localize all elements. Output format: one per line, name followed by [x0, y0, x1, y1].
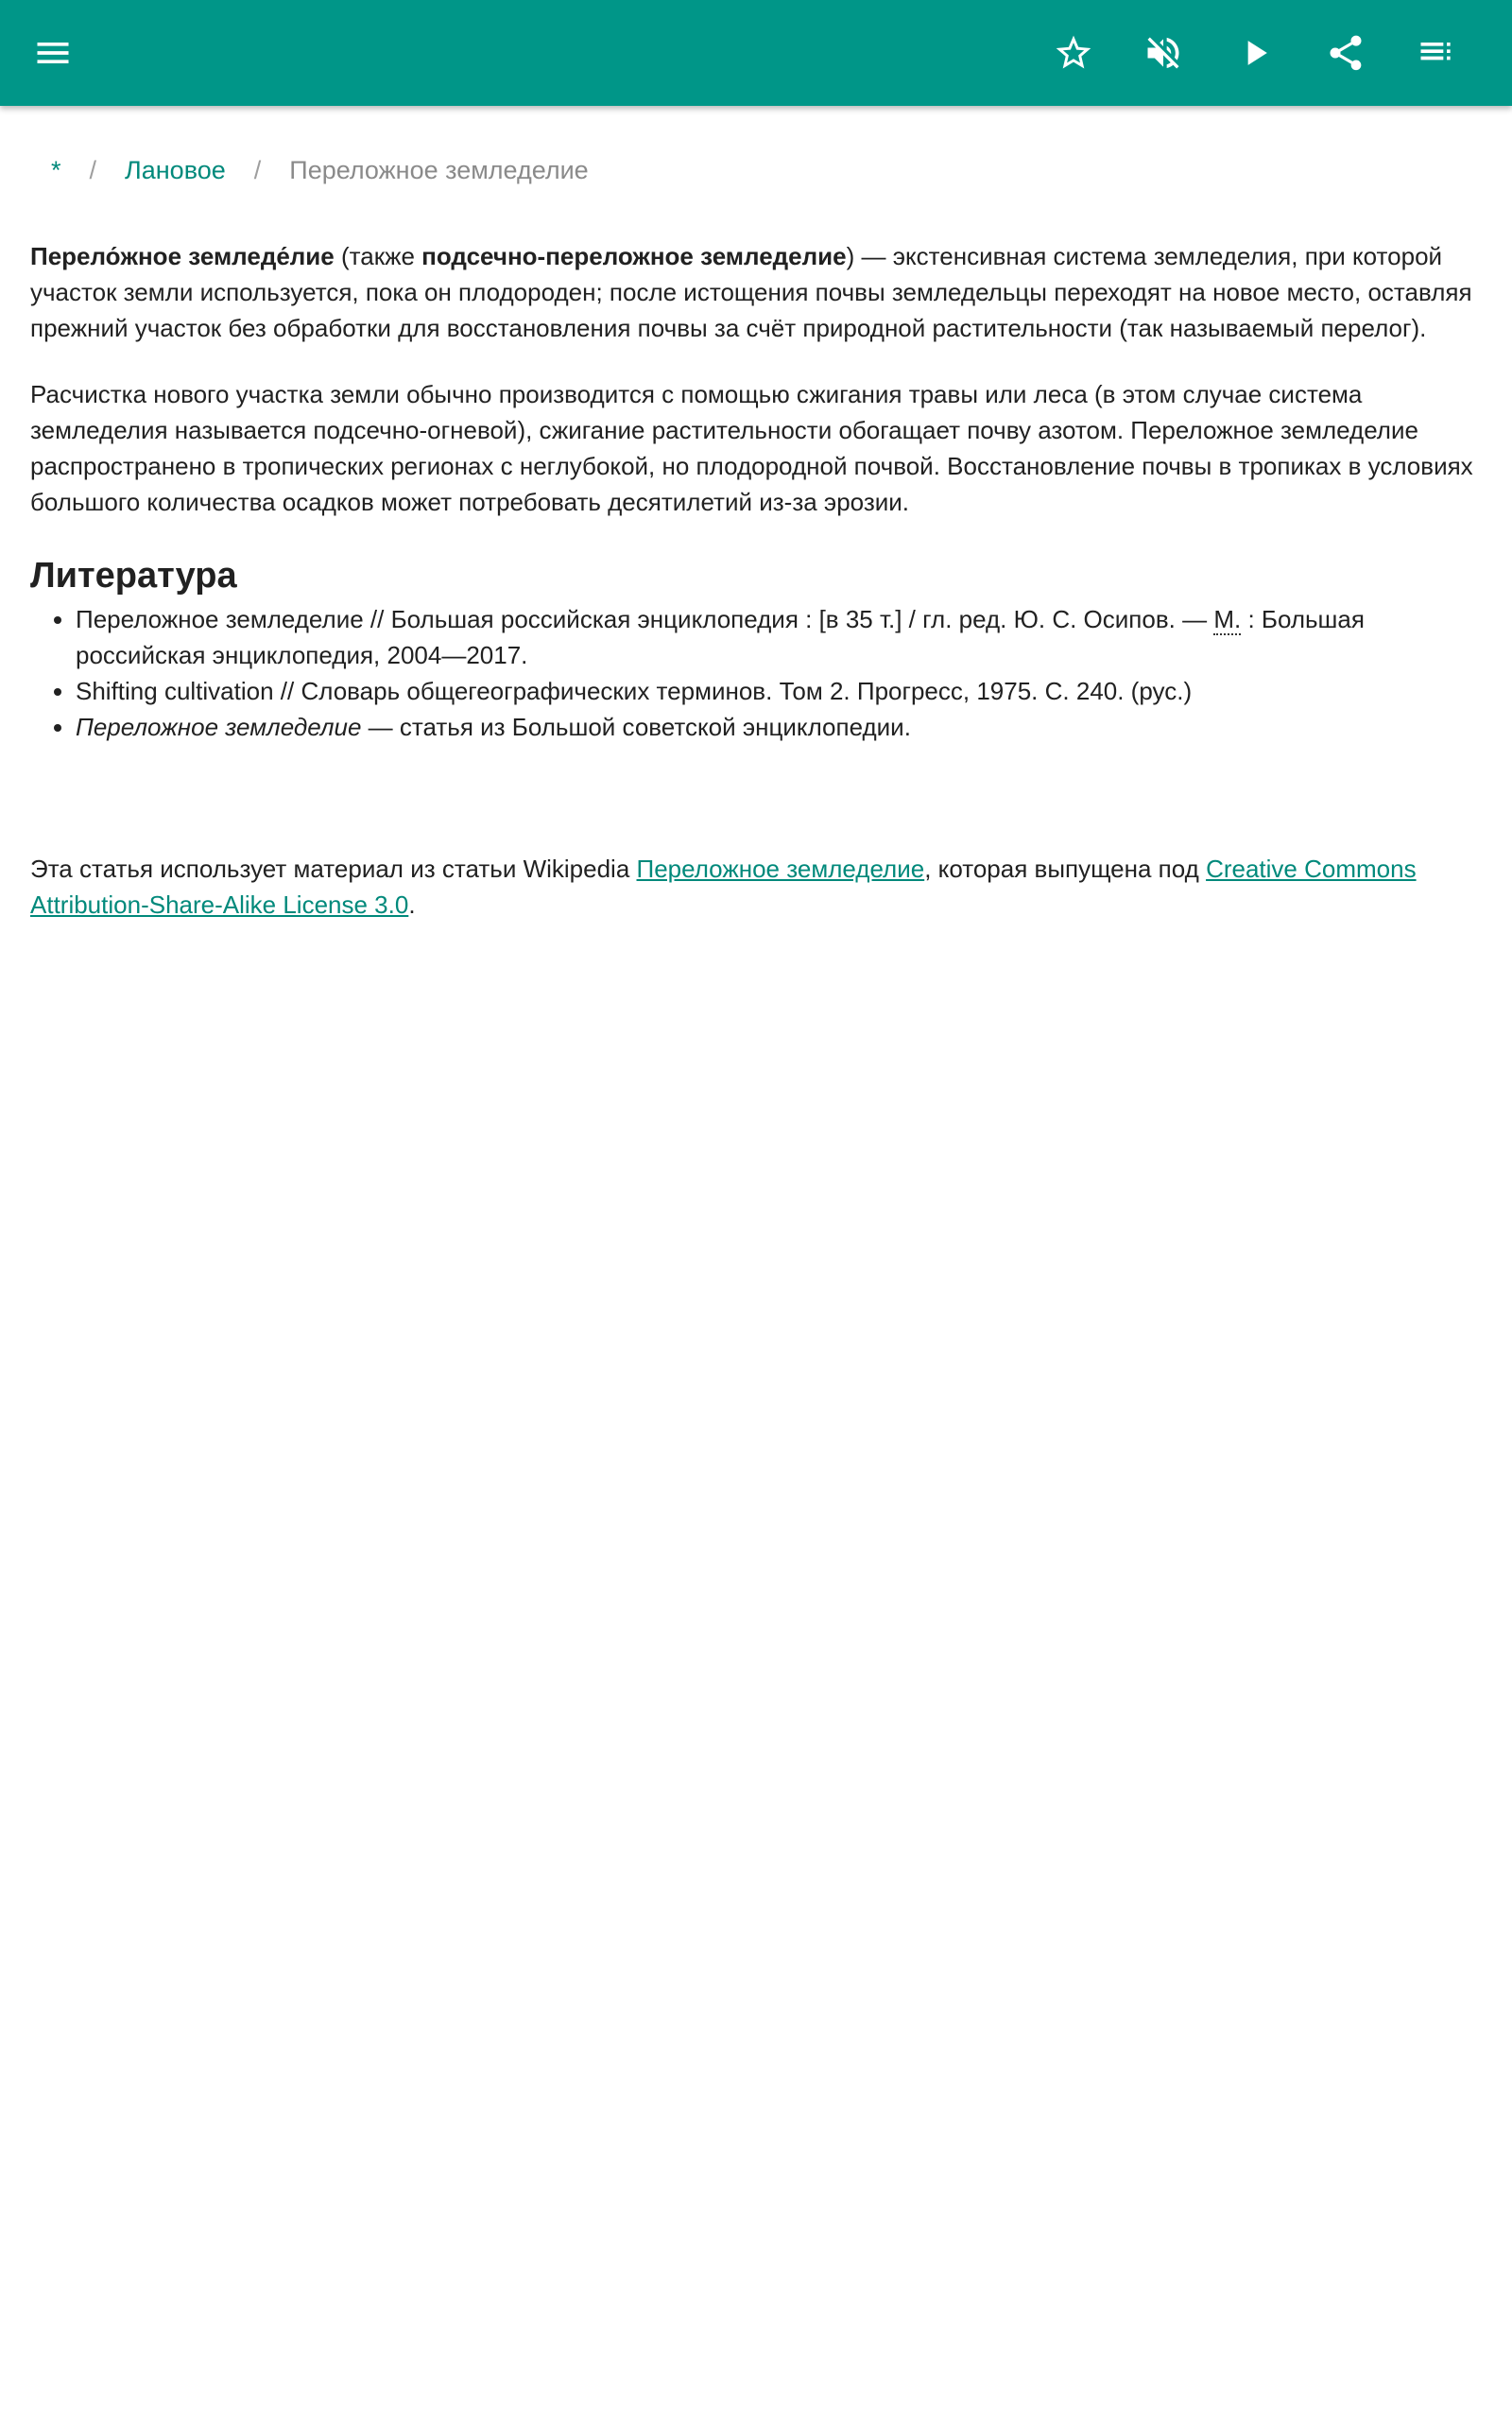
license-note	[30, 851, 1476, 923]
play-icon	[1234, 32, 1276, 74]
term-bold: подсечно-переложное земледелие	[421, 242, 847, 270]
breadcrumb-current: Переложное земледелие	[289, 156, 589, 184]
moscow-abbreviation[interactable]: М.	[1213, 605, 1242, 633]
play-button[interactable]	[1219, 17, 1291, 89]
article-content	[30, 142, 1476, 953]
star-outline-icon	[1053, 32, 1094, 74]
breadcrumb-root-link[interactable]: *	[51, 156, 61, 184]
reference-item: • Shifting cultivation // Словарь общегеографических терминов. Том 2. Прогресс, 1975. С. 240. (рус.)	[76, 673, 1476, 709]
share-button[interactable]	[1310, 17, 1382, 89]
breadcrumb-parent-link[interactable]: Лановое	[125, 156, 226, 184]
wikipedia-article-link[interactable]: Переложное земледелие	[636, 855, 925, 883]
breadcrumb	[30, 142, 1476, 199]
menu-button[interactable]	[17, 17, 89, 89]
reference-text: Переложное земледелие // Большая российская энциклопедия : [в 35 т.] / гл. ред. Ю. С. Осипов. —	[76, 605, 1214, 633]
favorite-button[interactable]	[1038, 17, 1109, 89]
menu-icon	[32, 32, 74, 74]
references-list	[30, 601, 1476, 745]
breadcrumb-separator: /	[89, 156, 97, 184]
share-icon	[1325, 32, 1366, 74]
volume-off-icon	[1143, 32, 1184, 74]
app-bar	[0, 0, 1512, 106]
intro-paragraph	[30, 238, 1476, 346]
literature-heading: Литература	[30, 556, 237, 596]
reference-text: — статья из Большой советской энциклопедии.	[361, 713, 911, 741]
reference-title: Переложное земледелие	[76, 713, 362, 741]
reference-item	[76, 709, 1476, 745]
playlist-icon	[1416, 32, 1457, 74]
mute-button[interactable]	[1127, 17, 1199, 89]
paragraph-text: (также	[334, 242, 422, 270]
term-bold: Перело́жное земледе́лие	[30, 242, 335, 270]
reference-item	[76, 601, 1476, 673]
body-paragraph: Расчистка нового участка земли обычно производится с помощью сжигания травы или леса (в этом случае система земледелия называется подсечно-огневой), сжигание растительности обогащает почву азотом. Переложное земледелие распространено в тропических регионах с неглубокой, но плодородной почвой. Восстановление почвы в тропиках в условиях большого количества осадков может потребовать десятилетий из-за эрозии.	[30, 380, 1473, 516]
license-link[interactable]: Creative Commons Attribution-Share-Alike License 3.0	[30, 855, 1417, 919]
license-text: .	[408, 890, 416, 919]
license-text: Эта статья использует материал из статьи Wikipedia	[30, 855, 637, 883]
breadcrumb-separator: /	[253, 156, 262, 184]
contents-button[interactable]	[1400, 17, 1472, 89]
license-text: , которая выпущена под	[924, 855, 1207, 883]
reference-text: : Большая российская энциклопедия, 2004—2017.	[76, 605, 1365, 669]
paragraph-text: ) — экстенсивная система земледелия, при которой участок земли используется, пока он плодороден; после истощения почвы земледельцы переходят на новое место, оставляя прежний участок без обработки для восстановления почвы за счёт природной растительности (так называемый перелог).	[30, 242, 1472, 342]
